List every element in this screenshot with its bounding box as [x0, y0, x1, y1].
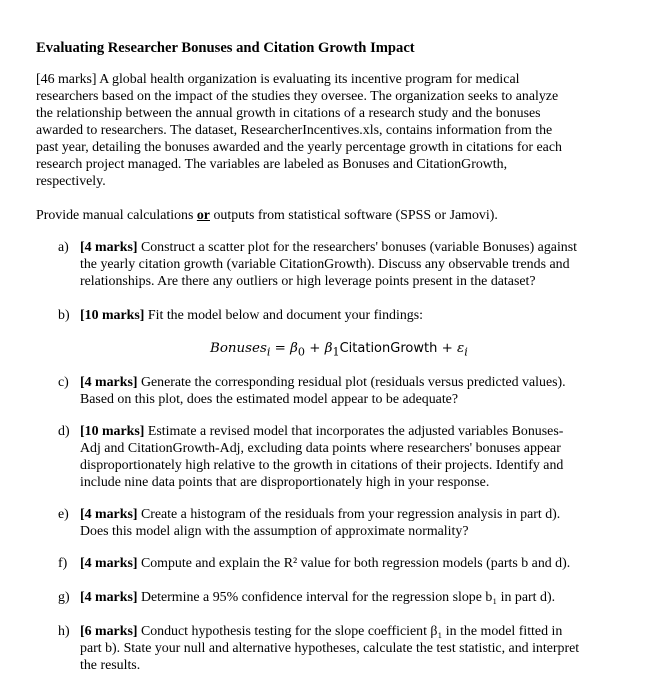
intro-line: researchers based on the impact of the studies they oversee. The organization seeks to analyze	[36, 89, 559, 104]
equation-equals: =	[270, 341, 291, 356]
question-line: Based on this plot, does the estimated model appear to be adequate?	[80, 392, 459, 407]
question-body	[80, 423, 620, 491]
intro-line: past year, detailing the bonuses awarded and the yearly percentage growth in citations for each	[36, 140, 562, 155]
intro-paragraph	[36, 71, 596, 190]
question-line: part b). State your null and alternative hypotheses, calculate the test statistic, and interpret	[80, 641, 580, 656]
question-marks: [10 marks]	[80, 424, 145, 439]
equation-epsilon-subscript: i	[464, 345, 468, 359]
equation-plus: +	[305, 341, 325, 356]
question-body	[80, 239, 620, 290]
question-marks: [6 marks]	[80, 624, 138, 639]
question-line: the yearly citation growth (variable CitationGrowth). Discuss any observable trends and	[80, 257, 570, 272]
question-body	[80, 589, 620, 606]
intro-line: research project managed. The variables are labeled as Bonuses and CitationGrowth,	[36, 157, 508, 172]
question-marks: [4 marks]	[80, 240, 138, 255]
question-letter: b)	[58, 308, 70, 323]
model-equation	[210, 340, 468, 362]
instructions-line	[36, 207, 498, 224]
question-text: Create a histogram of the residuals from your regression analysis in part d).	[137, 507, 561, 522]
question-letter: g)	[58, 590, 70, 605]
instructions-or-emphasis: or	[196, 208, 210, 223]
question-marks: [4 marks]	[80, 590, 138, 605]
question-body	[80, 307, 620, 324]
question-text: Construct a scatter plot for the researchers' bonuses (variable Bonuses) against	[137, 240, 578, 255]
equation-beta1: β	[324, 341, 333, 356]
question-text: Conduct hypothesis testing for the slope coefficient β₁ in the model fitted in	[137, 624, 563, 639]
equation-variable: CitationGrowth	[339, 341, 438, 356]
intro-line: awarded to researchers. The dataset, ResearcherIncentives.xls, contains information from the	[36, 123, 553, 138]
question-body	[80, 506, 620, 540]
question-letter: c)	[58, 375, 69, 390]
question-letter: h)	[58, 624, 70, 639]
equation-beta0: β	[290, 341, 298, 356]
question-line: relationships. Are there any outliers or high leverage points present in the dataset?	[80, 274, 536, 289]
question-line: the results.	[80, 658, 141, 673]
question-letter: f)	[58, 556, 68, 571]
question-line: Does this model align with the assumption of approximate normality?	[80, 524, 469, 539]
question-marks: [4 marks]	[80, 507, 138, 522]
equation-plus: +	[437, 341, 458, 356]
question-letter: a)	[58, 240, 69, 255]
question-letter: d)	[58, 424, 70, 439]
question-body	[80, 374, 620, 408]
question-text: Estimate a revised model that incorporates the adjusted variables Bonuses-	[144, 424, 564, 439]
intro-line: the relationship between the annual growth in citations of a research study and the bonuses	[36, 106, 541, 121]
intro-line: respectively.	[36, 174, 106, 189]
page-title: Evaluating Researcher Bonuses and Citation Growth Impact	[36, 40, 415, 56]
instructions-text-before: Provide manual calculations	[36, 208, 197, 223]
intro-line: [46 marks] A global health organization is evaluating its incentive program for medical	[36, 72, 520, 87]
question-line: include nine data points that are disproportionately high in your response.	[80, 475, 490, 490]
equation-lhs: Bonuses	[210, 341, 267, 356]
equation-beta1-subscript: 1	[332, 345, 340, 359]
question-text: Fit the model below and document your findings:	[144, 308, 423, 323]
question-marks: [10 marks]	[80, 308, 145, 323]
question-body	[80, 623, 620, 674]
question-marks: [4 marks]	[80, 375, 138, 390]
question-letter: e)	[58, 507, 69, 522]
question-text: Generate the corresponding residual plot (residuals versus predicted values).	[137, 375, 566, 390]
question-text: Determine a 95% confidence interval for the regression slope b₁ in part d).	[137, 590, 556, 605]
question-marks: [4 marks]	[80, 556, 138, 571]
equation-epsilon: ε	[457, 341, 465, 356]
question-line: disproportionately high relative to the growth in citations of their projects. Identify and	[80, 458, 564, 473]
question-body	[80, 555, 620, 572]
equation-beta0-subscript: 0	[297, 345, 305, 359]
question-line: Adj and CitationGrowth-Adj, excluding data points where researchers' bonuses appear	[80, 441, 561, 456]
equation-lhs-subscript: i	[266, 345, 271, 359]
instructions-text-after: outputs from statistical software (SPSS or Jamovi).	[209, 208, 498, 223]
question-text: Compute and explain the R² value for both regression models (parts b and d).	[137, 556, 571, 571]
